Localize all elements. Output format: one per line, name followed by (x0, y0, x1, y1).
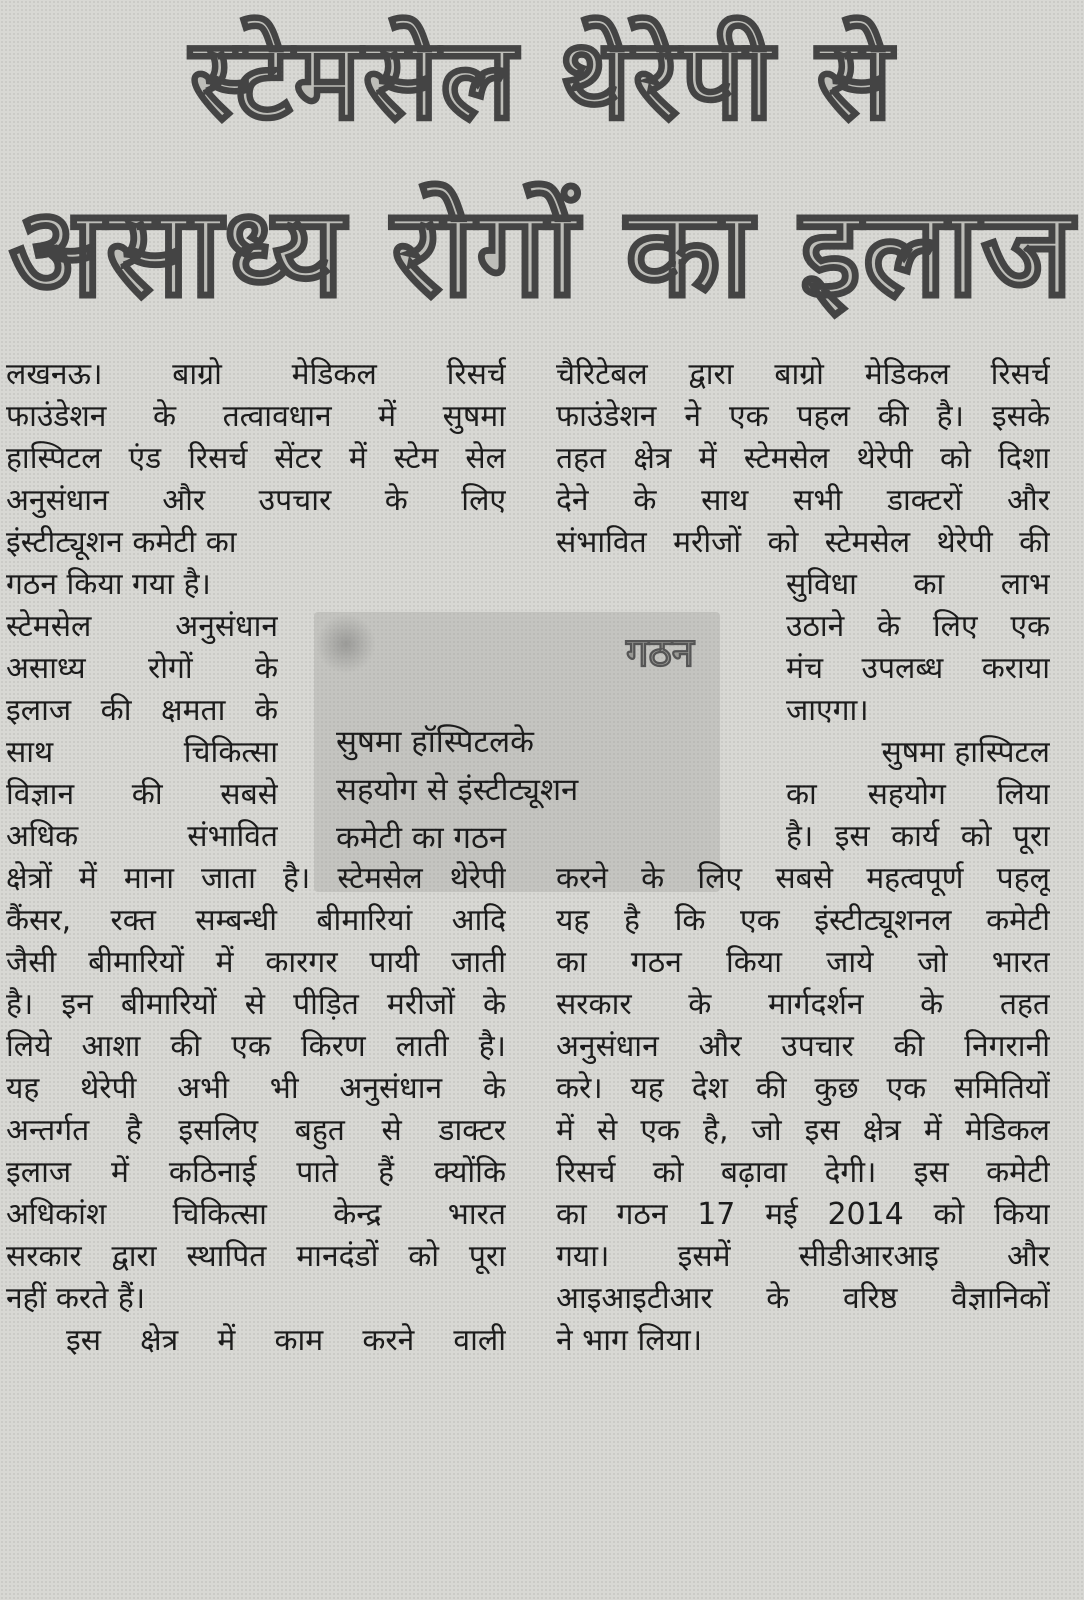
text-line: यह है कि एक इंस्टीट्यूशनल कमेटी (556, 903, 1050, 938)
text-line: ने भाग लिया। (556, 1323, 703, 1358)
text-line: है। इन बीमारियों से पीड़ित मरीजों के (6, 987, 506, 1022)
subhead-label: गठन (626, 630, 694, 676)
text-line: सरकार के मार्गदर्शन के तहत (556, 987, 1050, 1022)
text-line: सुषमा हास्पिटल (881, 735, 1050, 770)
text-line: उठाने के लिए एक (786, 609, 1050, 644)
text-line: इलाज में कठिनाई पाते हैं क्योंकि (6, 1155, 506, 1190)
text-line: अनुसंधान और उपचार की निगरानी (556, 1029, 1050, 1064)
text-line: लखनऊ। बाग्रो मेडिकल रिसर्च (6, 357, 506, 392)
text-line: में से एक है, जो इस क्षेत्र में मेडिकल (556, 1113, 1050, 1148)
text-line: जाएगा। (786, 693, 869, 728)
headline-line-1: स्टेमसेल थेरेपी से (189, 15, 895, 145)
text-line: संभावित मरीजों को स्टेमसेल थेरेपी की (556, 525, 1050, 560)
text-line: इलाज की क्षमता के (6, 693, 278, 728)
text-line: असाध्य रोगों के (6, 651, 278, 686)
text-line: जैसी बीमारियों में कारगर पायी जाती (6, 945, 506, 980)
text-line: सरकार द्वारा स्थापित मानदंडों को पूरा (6, 1239, 506, 1274)
text-line: स्टेमसेल अनुसंधान (6, 609, 278, 644)
text-line: हास्पिटल एंड रिसर्च सेंटर में स्टेम सेल (6, 441, 506, 476)
text-line: आइआइटीआर के वरिष्ठ वैज्ञानिकों (556, 1281, 1050, 1316)
text-line: तहत क्षेत्र में स्टेमसेल थेरेपी को दिशा (556, 441, 1050, 476)
subhead-line: सहयोग से इंस्टीट्यूशन (336, 772, 579, 808)
text-line: लिये आशा की एक किरण लाती है। (6, 1029, 506, 1064)
text-line: कैंसर, रक्त सम्बन्धी बीमारियां आदि (6, 903, 506, 938)
headline-line-2: असाध्य रोगों का इलाज (9, 181, 1075, 325)
right-narrow-block (786, 564, 1050, 858)
text-line: फाउंडेशन ने एक पहल की है। इसके (556, 399, 1050, 434)
text-line: का गठन 17 मई 2014 को किया (556, 1197, 1050, 1232)
text-line: रिसर्च को बढ़ावा देगी। इस कमेटी (556, 1155, 1050, 1190)
text-line: है। इस कार्य को पूरा (786, 819, 1050, 854)
subhead-line: सुषमा हॉस्पिटलके (336, 724, 534, 760)
text-line: मंच उपलब्ध कराया (786, 651, 1050, 686)
text-line: चैरिटेबल द्वारा बाग्रो मेडिकल रिसर्च (556, 357, 1050, 392)
text-line: अधिकांश चिकित्सा केन्द्र भारत (6, 1197, 506, 1232)
left-column (6, 354, 506, 1362)
text-line: अनुसंधान और उपचार के लिए (6, 483, 506, 518)
text-line: देने के साथ सभी डाक्टरों और (556, 483, 1050, 518)
right-column (556, 354, 1050, 1362)
text-line: सुविधा का लाभ (786, 567, 1050, 602)
text-line: अन्तर्गत है इसलिए बहुत से डाक्टर (6, 1113, 506, 1148)
text-line: इंस्टीट्यूशन कमेटी का (6, 525, 237, 560)
text-line: साथ चिकित्सा (6, 735, 278, 770)
text-line: का सहयोग लिया (786, 777, 1050, 812)
text-line: का गठन किया जाये जो भारत (556, 945, 1050, 980)
text-line: विज्ञान की सबसे (6, 777, 278, 812)
text-line: करने के लिए सबसे महत्वपूर्ण पहलू (556, 861, 1050, 896)
text-line: नहीं करते हैं। (6, 1281, 146, 1316)
subhead-line: कमेटी का गठन (336, 820, 507, 856)
text-line: गठन किया गया है। (6, 567, 211, 602)
left-narrow-block (6, 564, 278, 858)
text-line: करे। यह देश की कुछ एक समितियों (556, 1071, 1050, 1106)
text-line: क्षेत्रों में माना जाता है। स्टेमसेल थेरेपी (6, 861, 506, 896)
text-line: यह थेरेपी अभी भी अनुसंधान के (6, 1071, 506, 1106)
text-line: अधिक संभावित (6, 819, 278, 854)
text-line: इस क्षेत्र में काम करने वाली (66, 1323, 506, 1358)
text-line: गया। इसमें सीडीआरआइ और (556, 1239, 1050, 1274)
text-line: फाउंडेशन के तत्वावधान में सुषमा (6, 399, 506, 434)
